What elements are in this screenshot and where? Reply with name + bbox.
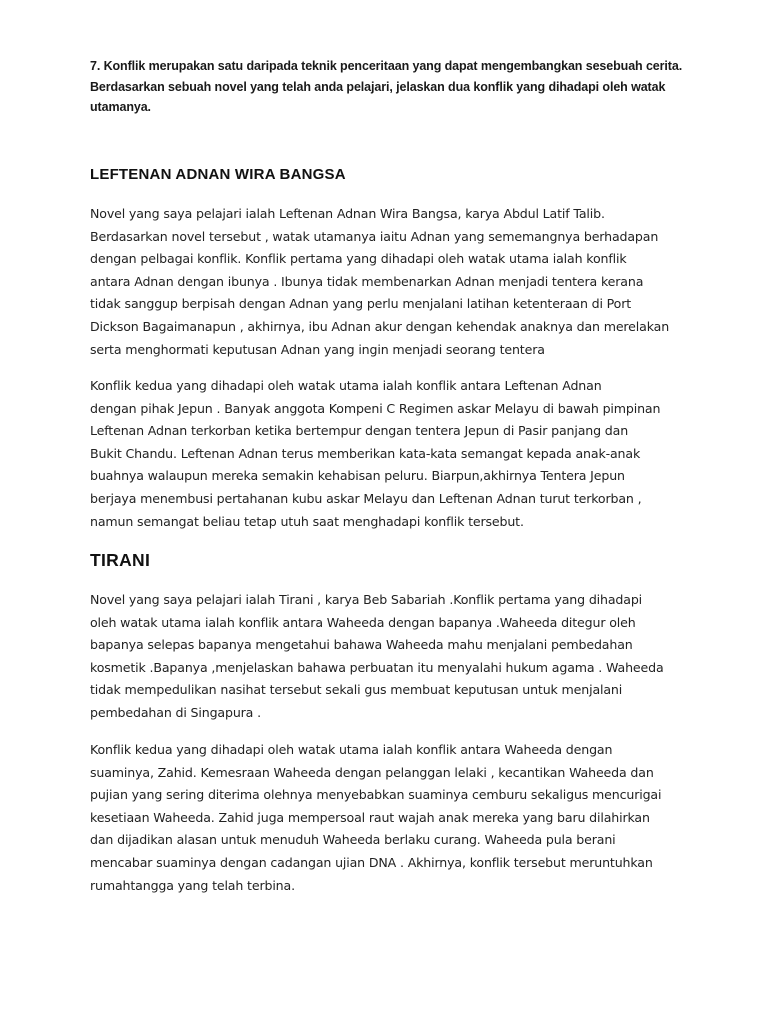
- paragraph-line: tidak sanggup berpisah dengan Adnan yang perlu menjalani latihan ketenteraan di Port: [90, 296, 632, 312]
- paragraph-line: Konflik kedua yang dihadapi oleh watak utama ialah konflik antara Leftenan Adnan: [90, 378, 602, 393]
- paragraph-line: suaminya, Zahid. Kemesraan Waheeda dengan pelanggan lelaki , kecantikan Waheeda dan: [90, 764, 654, 780]
- question-text: [90, 56, 690, 118]
- paragraph-line: buahnya walaupun mereka semakin kehabisan peluru. Biarpun,akhirnya Tentera Jepun: [90, 468, 625, 484]
- paragraph-tirani-conflict-2: [90, 739, 690, 897]
- paragraph-line: Dickson Bagaimanapun , akhirnya, ibu Adnan akur dengan kehendak anaknya dan merelakan: [90, 318, 670, 334]
- paragraph-line: antara Adnan dengan ibunya . Ibunya tidak membenarkan Adnan menjadi tentera kerana: [90, 273, 644, 289]
- paragraph-line: serta menghormati keputusan Adnan yang ingin menjadi seorang tentera: [90, 341, 545, 357]
- question-line: utamanya.: [90, 100, 151, 114]
- paragraph-line: mencabar suaminya dengan cadangan ujian DNA . Akhirnya, konflik tersebut meruntuhkan: [90, 854, 653, 870]
- question-line: 7. Konflik merupakan satu daripada teknik penceritaan yang dapat mengembangkan sesebuah cerita.: [90, 59, 683, 73]
- question-line: Berdasarkan sebuah novel yang telah anda pelajari, jelaskan dua konflik yang dihadapi oleh watak: [90, 79, 666, 94]
- paragraph-line: rumahtangga yang telah terbina.: [90, 877, 295, 893]
- paragraph-line: berjaya menembusi pertahanan kubu askar Melayu dan Leftenan Adnan turut terkorban ,: [90, 490, 642, 506]
- paragraph-line: pujian yang sering diterima olehnya menyebabkan suaminya cemburu sekaligus mencurigai: [90, 787, 662, 803]
- paragraph-line: kosmetik .Bapanya ,menjelaskan bahawa perbuatan itu menyalahi hukum agama . Waheeda: [90, 659, 664, 675]
- paragraph-line: dengan pelbagai konflik. Konflik pertama yang dihadapi oleh watak utama ialah konflik: [90, 251, 627, 267]
- section-title-leftenan-adnan: LEFTENAN ADNAN WIRA BANGSA: [90, 166, 346, 183]
- paragraph-line: tidak mempedulikan nasihat tersebut sekali gus membuat keputusan untuk menjalani: [90, 682, 623, 698]
- paragraph-line: Berdasarkan novel tersebut , watak utamanya iaitu Adnan yang sememangnya berhadapan: [90, 228, 659, 244]
- paragraph-line: Leftenan Adnan terkorban ketika bertempur dengan tentera Jepun di Pasir panjang dan: [90, 423, 629, 439]
- paragraph-line: namun semangat beliau tetap utuh saat menghadapi konflik tersebut.: [90, 513, 524, 529]
- paragraph-adnan-conflict-1: [90, 203, 690, 361]
- paragraph-adnan-conflict-2: [90, 375, 690, 533]
- paragraph-line: bapanya selepas bapanya mengetahui bahawa Waheeda mahu menjalani pembedahan: [90, 637, 633, 653]
- paragraph-line: Novel yang saya pelajari ialah Leftenan Adnan Wira Bangsa, karya Abdul Latif Talib.: [90, 206, 605, 221]
- paragraph-line: Konflik kedua yang dihadapi oleh watak utama ialah konflik antara Waheeda dengan: [90, 742, 613, 757]
- paragraph-line: oleh watak utama ialah konflik antara Waheeda dengan bapanya .Waheeda ditegur oleh: [90, 614, 636, 630]
- section-title-tirani: TIRANI: [90, 550, 151, 570]
- paragraph-tirani-conflict-1: [90, 589, 690, 725]
- paragraph-line: kesetiaan Waheeda. Zahid juga mempersoal raut wajah anak mereka yang baru dilahirkan: [90, 809, 650, 825]
- paragraph-line: Bukit Chandu. Leftenan Adnan terus memberikan kata-kata semangat kepada anak-anak: [90, 445, 641, 461]
- paragraph-line: dengan pihak Jepun . Banyak anggota Kompeni C Regimen askar Melayu di bawah pimpinan: [90, 400, 661, 416]
- paragraph-line: pembedahan di Singapura .: [90, 704, 261, 720]
- paragraph-line: Novel yang saya pelajari ialah Tirani , karya Beb Sabariah .Konflik pertama yang dihadapi: [90, 592, 643, 607]
- paragraph-line: dan dijadikan alasan untuk menuduh Waheeda berlaku curang. Waheeda pula berani: [90, 832, 616, 848]
